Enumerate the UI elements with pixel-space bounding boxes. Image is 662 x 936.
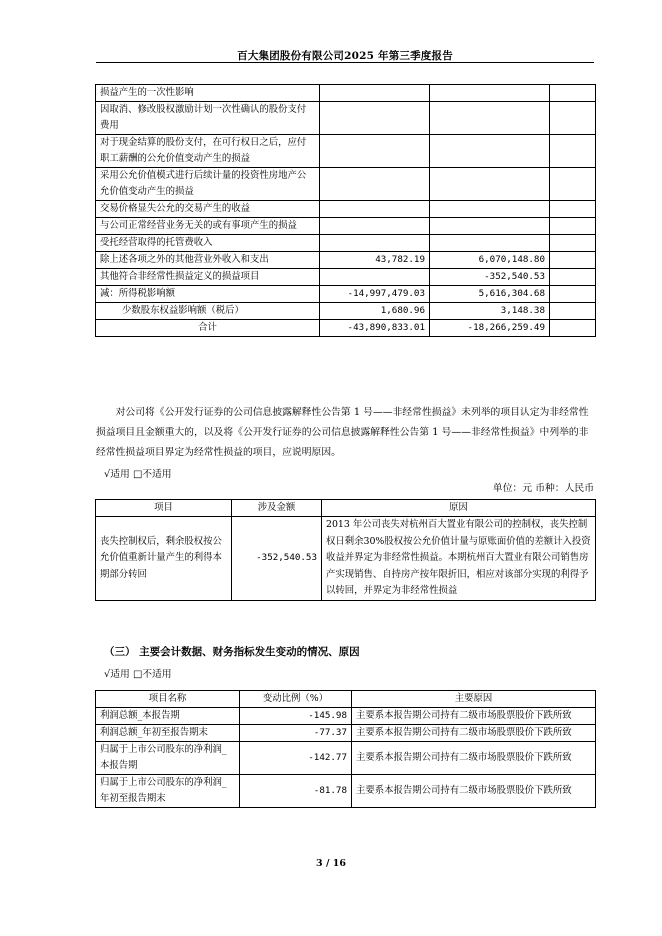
change-ratio: -81.78 — [240, 775, 352, 808]
change-ratio: -142.77 — [240, 742, 352, 775]
ytd-value: 5,616,304.68 — [430, 286, 550, 303]
main-reason: 主要系本报告期公司持有二级市场股票股价下跌所致 — [352, 775, 596, 808]
table-header-row — [96, 500, 596, 517]
explanation-paragraph: 对公司将《公开发行证券的公司信息披露解释性公告第 1 号——非经常性损益》未列举的项目认定为非经常性损益项目且金额重大的，以及将《公开发行证券的公司信息披露解释性公告第 1 号——非经常性损益》中列举的非经常性损益项目界定为经常性损益的项目，应说明原因。 — [96, 407, 589, 458]
table-row — [96, 102, 596, 135]
table-row — [96, 269, 596, 286]
page-header-title: 百大集团股份有限公司2025 年第三季度报告 — [237, 50, 453, 62]
current-value — [320, 135, 430, 168]
amount-cell: -352,540.53 — [232, 517, 322, 601]
main-reason: 主要系本报告期公司持有二级市场股票股价下跌所致 — [352, 725, 596, 742]
reason-cell: 2013 年公司丧失对杭州百大置业有限公司的控制权，丧失控制权日剩余30%股权按公允价值计量与原账面价值的差额计入投资收益并界定为非经常性损益。本期杭州百大置业有限公司销售房产实现销售、自持房产按年限折旧，相应对该部分实现的利得予以转回，并界定为非经常性损益 — [322, 517, 596, 601]
table-row — [96, 235, 596, 252]
total-label: 合计 — [96, 320, 320, 337]
current-value — [320, 201, 430, 218]
note-cell — [550, 286, 596, 303]
item-name: 归属于上市公司股东的净利润_年初至报告期末 — [96, 775, 240, 808]
current-value — [320, 218, 430, 235]
note-cell — [550, 235, 596, 252]
table-row — [96, 252, 596, 269]
change-ratio: -77.37 — [240, 725, 352, 742]
note-cell — [550, 252, 596, 269]
table-header-row — [96, 691, 596, 708]
current-value — [320, 269, 430, 286]
note-cell — [550, 201, 596, 218]
note-cell — [550, 102, 596, 135]
note-cell — [550, 269, 596, 286]
table-row — [96, 201, 596, 218]
defined-items-table — [95, 499, 596, 601]
note-cell — [550, 135, 596, 168]
item-name: 归属于上市公司股东的净利润_本报告期 — [96, 742, 240, 775]
ytd-value — [430, 218, 550, 235]
ytd-value — [430, 102, 550, 135]
ytd-value — [430, 201, 550, 218]
note-cell — [550, 320, 596, 337]
table-row-total — [96, 320, 596, 337]
section-title: （三） 主要会计数据、财务指标发生变动的情况、原因 — [104, 646, 360, 658]
column-header: 变动比例（%） — [240, 691, 352, 708]
table-row — [96, 725, 596, 742]
ytd-value — [430, 168, 550, 201]
change-ratio: -145.98 — [240, 708, 352, 725]
table-row — [96, 218, 596, 235]
table-row — [96, 303, 596, 320]
item-label: 损益产生的一次性影响 — [96, 85, 320, 102]
current-value: 43,782.19 — [320, 252, 430, 269]
table-row — [96, 135, 596, 168]
item-label: 除上述各项之外的其他营业外收入和支出 — [96, 252, 320, 269]
header-rule — [96, 62, 594, 63]
item-label: 因取消、修改股权激励计划一次性确认的股份支付费用 — [96, 102, 320, 135]
table-row — [96, 775, 596, 808]
applicable-checkbox-line: √适用 □不适用 — [104, 469, 172, 480]
main-reason: 主要系本报告期公司持有二级市场股票股价下跌所致 — [352, 708, 596, 725]
table-row — [96, 85, 596, 102]
table-row — [96, 168, 596, 201]
table-row — [96, 286, 596, 303]
item-label: 受托经营取得的托管费收入 — [96, 235, 320, 252]
current-value — [320, 85, 430, 102]
ytd-value — [430, 235, 550, 252]
main-reason: 主要系本报告期公司持有二级市场股票股价下跌所致 — [352, 742, 596, 775]
column-header: 主要原因 — [352, 691, 596, 708]
column-header: 项目名称 — [96, 691, 240, 708]
item-label: 与公司正常经营业务无关的或有事项产生的损益 — [96, 218, 320, 235]
item-label: 交易价格显失公允的交易产生的收益 — [96, 201, 320, 218]
table-row — [96, 708, 596, 725]
note-cell — [550, 303, 596, 320]
item-label: 少数股东权益影响额（税后） — [96, 303, 320, 320]
item-name: 利润总额_年初至报告期末 — [96, 725, 240, 742]
table-row — [96, 517, 596, 601]
current-value: -14,997,479.03 — [320, 286, 430, 303]
note-cell — [550, 218, 596, 235]
item-label: 减：所得税影响额 — [96, 286, 320, 303]
ytd-value: -18,266,259.49 — [430, 320, 550, 337]
ytd-value — [430, 135, 550, 168]
ytd-value: -352,540.53 — [430, 269, 550, 286]
ytd-value: 3,148.38 — [430, 303, 550, 320]
item-label: 采用公允价值模式进行后续计量的投资性房地产公允价值变动产生的损益 — [96, 168, 320, 201]
ytd-value: 6,070,148.80 — [430, 252, 550, 269]
change-ratio-table — [95, 690, 596, 808]
current-value — [320, 102, 430, 135]
note-cell — [550, 168, 596, 201]
unit-currency-line: 单位：元 币种：人民币 — [492, 483, 594, 494]
column-header: 项目 — [96, 500, 232, 517]
item-cell: 丧失控制权后，剩余股权按公允价值重新计量产生的利得本期部分转回 — [96, 517, 232, 601]
item-label: 对于现金结算的股份支付，在可行权日之后，应付职工薪酬的公允价值变动产生的损益 — [96, 135, 320, 168]
column-header: 原因 — [322, 500, 596, 517]
ytd-value — [430, 85, 550, 102]
current-value: 1,680.96 — [320, 303, 430, 320]
item-label: 其他符合非经常性损益定义的损益项目 — [96, 269, 320, 286]
table-row — [96, 742, 596, 775]
current-value: -43,890,833.01 — [320, 320, 430, 337]
note-cell — [550, 85, 596, 102]
applicable-checkbox-line: √适用 □不适用 — [104, 669, 172, 680]
current-value — [320, 168, 430, 201]
column-header: 涉及金额 — [232, 500, 322, 517]
non-recurring-items-table — [95, 84, 596, 337]
item-name: 利润总额_本报告期 — [96, 708, 240, 725]
current-value — [320, 235, 430, 252]
page-number: 3 / 16 — [316, 858, 346, 869]
